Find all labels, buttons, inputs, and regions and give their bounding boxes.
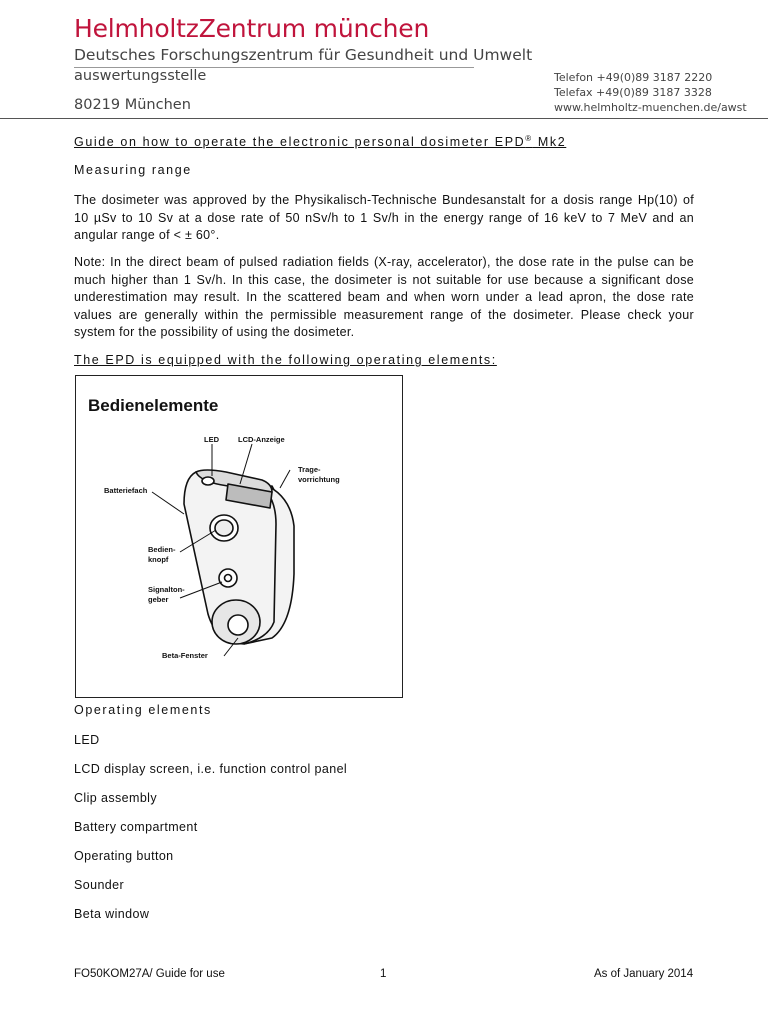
list-item: LCD display screen, i.e. function control panel — [74, 762, 348, 776]
note-paragraph: Note: In the direct beam of pulsed radiation fields (X-ray, accelerator), the dose rate in the pulse can be much higher than 1 Sv/h. In this case, the dosimeter is not suitable for use because a significant dose underestimation may result. In the scattered beam and when worn under a lead apron, the dose rate values are generally within the permissible measurement range of the dosimeter. Please check your system for the possibility of using the dosimeter. — [74, 255, 694, 339]
device-figure — [75, 375, 403, 698]
list-item: LED — [74, 733, 100, 747]
footer-page-number: 1 — [380, 968, 387, 980]
title-model: Mk2 — [532, 135, 567, 150]
measuring-range-paragraph: The dosimeter was approved by the Physikalisch-Technische Bundesanstalt for a dosis range Hp(10) of 10 µSv to 10 Sv at a dose rate of 50 nSv/h to 1 Sv/h in the energy range of 16 keV to 7 MeV and an angular range of < ± 60°. — [74, 193, 694, 242]
label-lcd: LCD-Anzeige — [238, 435, 285, 444]
equipped-heading: The EPD is equipped with the following operating elements: — [74, 353, 497, 367]
fax-number: Telefax +49(0)89 3187 3328 — [554, 86, 712, 99]
list-item: Beta window — [74, 907, 150, 921]
label-signal-2: geber — [148, 595, 169, 604]
label-signal-1: Signalton- — [148, 585, 185, 594]
department-name: auswertungsstelle — [74, 68, 207, 84]
list-item: Sounder — [74, 878, 125, 892]
list-item: Battery compartment — [74, 820, 198, 834]
title-registered-mark: ® — [525, 134, 533, 143]
label-trage-1: Trage- — [298, 465, 321, 474]
label-trage-2: vorrichtung — [298, 475, 340, 484]
section-heading-measuring-range: Measuring range — [74, 163, 192, 177]
figure-title: Bedienelemente — [88, 396, 219, 415]
label-led: LED — [204, 435, 219, 444]
header-rule — [0, 118, 768, 119]
operating-elements-heading: Operating elements — [74, 703, 212, 717]
led-shape — [202, 477, 214, 485]
document-title — [74, 134, 566, 149]
footer-doc-id: FO50KOM27A/ Guide for use — [74, 968, 225, 980]
organization-subtitle: Deutsches Forschungszentrum für Gesundheit und Umwelt — [74, 46, 533, 64]
website-link[interactable]: www.helmholtz-muenchen.de/awst — [554, 101, 747, 114]
label-batterie: Batteriefach — [104, 486, 148, 495]
list-item: Clip assembly — [74, 791, 158, 805]
phone-number: Telefon +49(0)89 3187 2220 — [554, 71, 713, 84]
city-address: 80219 München — [74, 97, 191, 113]
footer-date: As of January 2014 — [594, 968, 694, 980]
list-item: Operating button — [74, 849, 174, 863]
organization-name: HelmholtzZentrum münchen — [74, 14, 430, 43]
title-main: Guide on how to operate the electronic personal dosimeter EPD — [74, 135, 526, 150]
label-bedien-1: Bedien- — [148, 545, 176, 554]
label-beta: Beta-Fenster — [162, 651, 208, 660]
dosimeter-illustration — [76, 376, 402, 697]
label-bedien-2: knopf — [148, 555, 169, 564]
